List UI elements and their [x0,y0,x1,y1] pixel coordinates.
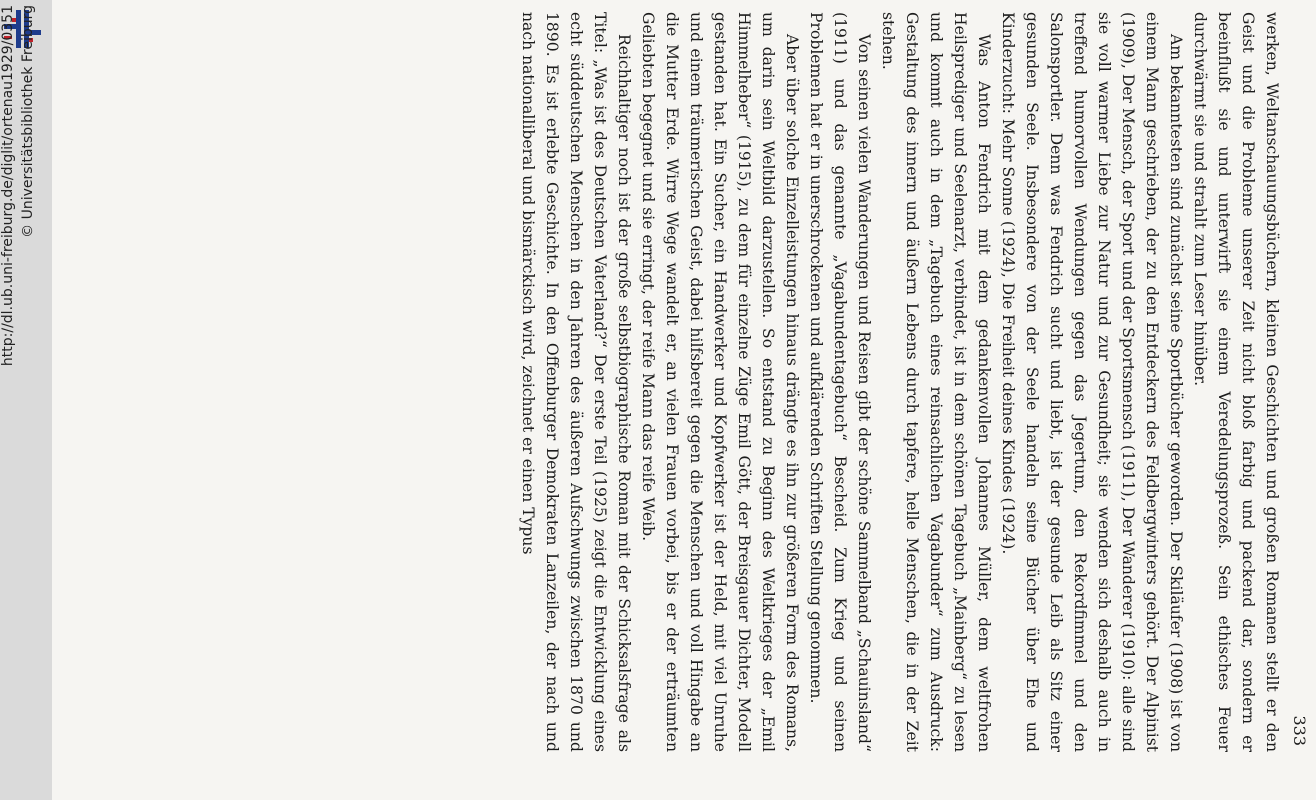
paragraph-6: Reichhaltiger noch ist der große selbstbiographische Roman mit der Schicksalsfrage als Titel: „Was ist des Deutschen Vaterland?“ Der erste Teil (1925) zeigt die Entwicklung eines echt süddeutschen Menschen in den Jahren des äußeren Aufschwungs zwischen 1870 und 1890. Es ist erlebte Geschichte. In den Offenburger Demokraten Lanzeilen, der nach und nach nationalliberal und bismärckisch wird, zeichnet er einen Typus [519,12,633,752]
paragraph-1: werken, Weltanschauungsbüchern, kleinen Geschichten und großen Romanen stellt er den Geist und die Probleme unserer Zeit nicht bloß farbig und packend dar, sondern er beeinflußt sie und unterwirft sie einem Veredelungsprozeß. Sein ethisches Feuer durchwärmt sie und strahlt zum Leser hinüber. [1191,12,1281,752]
scanned-page [52,0,1316,800]
document-url-link[interactable]: http://dl.ub.uni-freiburg.de/diglit/ortenau1929/0351 [0,5,16,367]
sidebar-credits [0,5,56,785]
page-number: 333 [1290,715,1309,746]
copyright-notice: © Universitätsbibliothek Freiburg [20,5,36,238]
paragraph-4: Von seinen vielen Wanderungen und Reisen gibt der schöne Sammelband „Schauinsland“ (1911) und das genannte „Vagabundentagebuch“ Bescheid. Zum Krieg und seinen Problemen hat er in unerschrockenen und aufklärenden Schriften Stellung genommen. [807,12,873,752]
paragraph-2: Am bekanntesten sind zunächst seine Sportbücher geworden. Der Skiläufer (1908) ist von einem Mann geschrieben, der zu den Entdeckern des Feldbergwinters gehört. Der Alpinist (1909), Der Mensch, der Sport und der Sportsmensch (1911), Der Wanderer (1910): alle sind sie voll warmer Liebe zur Natur und zur Gesundheit; sie wenden sich deshalb auch in treffend humorvollen Wendungen gegen das Jegertum, den Rekordfimmel und den Salonsportler. Denn was Fendrich sucht und liebt, ist der gesunde Leib als Sitz einer gesunden Seele. Insbesondere von der Seele handeln seine Bücher über Ehe und Kinderzucht: Mehr Sonne (1924), Die Freiheit deines Kindes (1924). [999,12,1185,752]
paragraph-3: Was Anton Fendrich mit dem gedankenvollen Johannes Müller, dem weltfrohen Heilsprediger und Seelenarzt, verbindet, ist in dem schönen Tagebuch „Mainberg“ zu lesen und kommt auch in dem „Tagebuch eines reinsachlichen Vagabunder“ zum Ausdruck: Gestaltung des innern und äußern Lebens durch tapfere, helle Menschen, die in der Zeit stehen. [879,12,993,752]
viewer-sidebar [0,0,52,800]
page-text-rotated [242,12,1314,752]
paragraph-5: Aber über solche Einzelleistungen hinaus drängte es ihn zur größeren Form des Romans, um darin sein Weltbild darzustellen. So entstand zu Beginn des Weltkrieges der „Emil Himmelheber“ (1915), zu dem für einzelne Züge Emil Gött, der Breisgauer Dichter, Modell gestanden hat. Ein Sucher, ein Handwerker und Kopfwerker ist der Held, mit viel Unruhe und einem träumerischen Geist, dabei hilfsbereit gegen die Menschen und voll Hingabe an die Mutter Erde. Wirre Wege wandelt er, an vielen Frauen vorbei, bis er der erträumten Geliebten begegnet und sie erringt, der reife Mann das reife Weib. [639,12,801,752]
